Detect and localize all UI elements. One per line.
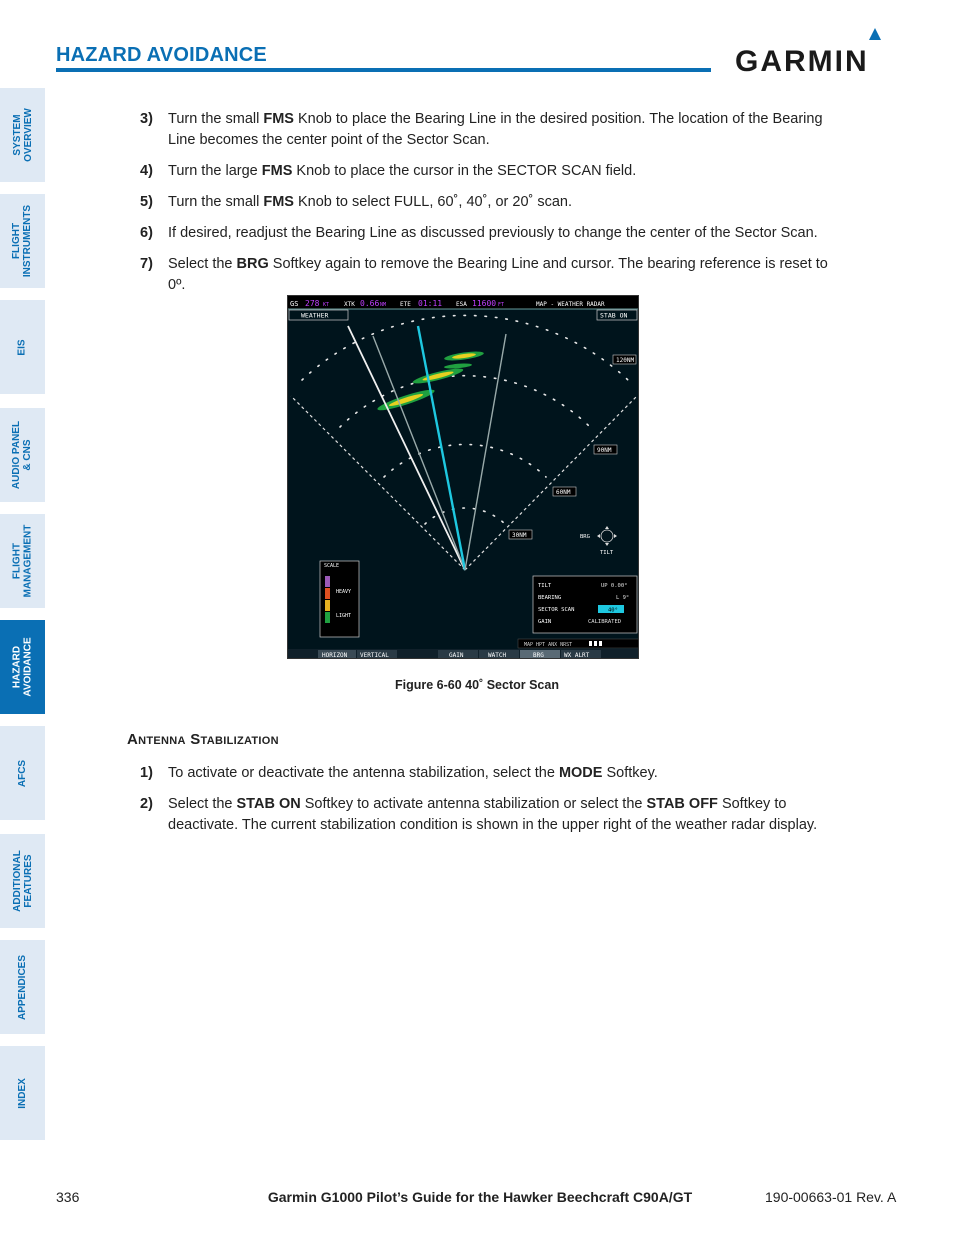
control-name: FMS [263,111,294,127]
tab-label: APPENDICES [17,954,29,1020]
esa-label: ESA [456,301,467,308]
scale-title: SCALE [324,563,340,569]
scale-heavy: HEAVY [336,589,352,595]
tab-label: FLIGHT INSTRUMENTS [11,204,34,278]
ete-value: 01:11 [418,299,443,308]
info-value: UP 0.00° [601,583,628,589]
step-number: 7) [140,256,153,272]
procedure-steps-bottom [140,763,845,846]
tab-additional-features[interactable] [0,834,45,928]
document-number: 190-00663-01 Rev. A [765,1189,897,1205]
mode-label: WEATHER [301,311,329,320]
gs-unit: KT [323,302,330,308]
tab-label: HAZARD AVOIDANCE [11,637,34,697]
procedure-steps-top [140,109,845,306]
step-text: Turn the small [168,111,264,127]
tab-label: AUDIO PANEL & CNS [11,420,34,490]
step-number: 2) [140,796,153,812]
figure-caption: Figure 6-60 40˚ Sector Scan [395,678,559,692]
scale-swatch [325,576,330,587]
tab-flight-instruments[interactable] [0,194,45,288]
title-rule [56,68,711,72]
ete-label: ETE [400,301,411,308]
step-text: Select the [168,256,237,272]
step-text: Turn the large [168,163,262,179]
gs-label: GS [290,300,299,308]
range-label: 120NM [616,357,635,364]
step-text: Softkey to activate antenna stabilization or select the [300,796,647,812]
xtk-label: XTK [344,301,355,308]
control-name: FMS [263,194,294,210]
tab-eis[interactable] [0,300,45,394]
range-label: 30NM [512,532,527,539]
procedure-step [140,254,845,296]
sector-scan-value: 40° [608,607,618,614]
scale-swatch [325,600,330,611]
control-name: STAB OFF [646,796,718,812]
tab-afcs[interactable] [0,726,45,820]
tab-flight-management[interactable] [0,514,45,608]
info-label: GAIN [538,619,552,625]
info-label: TILT [538,583,552,589]
procedure-step [140,109,845,151]
scale-swatch [325,612,330,623]
step-number: 5) [140,194,153,210]
tab-appendices[interactable] [0,940,45,1034]
tab-label: EIS [17,338,28,356]
step-text: Softkey again to remove the Bearing Line and cursor. The bearing reference is reset to 0º. [168,256,828,293]
page-name: MAP - WEATHER RADAR [536,301,605,308]
softkey-label: GAIN [449,652,464,659]
step-number: 4) [140,163,153,179]
xtk-unit: NM [380,302,387,308]
step-number: 6) [140,225,153,241]
info-value: L 9° [616,595,630,601]
control-name: BRG [236,256,269,272]
step-text: If desired, readjust the Bearing Line as discussed previously to change the center of the Sector Scan. [168,225,818,241]
step-text: Knob to place the Bearing Line in the desired position. The location of the Bearing Line becomes the center point of the Sector Scan. [168,111,823,148]
subheading-antenna-stabilization: Antenna Stabilization [127,731,279,748]
garmin-logo [735,26,900,76]
stab-label: STAB ON [600,311,628,320]
footer-title: Garmin G1000 Pilot’s Guide for the Hawker Beechcraft C90A/GT [267,1189,693,1205]
softkey-label: BRG [533,652,544,659]
tab-label: AFCS [16,759,28,787]
softkey-label: HORIZON [322,652,348,659]
step-text: To activate or deactivate the antenna stabilization, select the [168,765,559,781]
tab-audio-panel-cns[interactable] [0,408,45,502]
step-number: 1) [140,765,153,781]
status-line: MAP HPT ANX NRST [524,642,573,648]
procedure-step [140,794,845,836]
tab-system-overview[interactable] [0,88,45,182]
tab-label: SYSTEM OVERVIEW [11,108,34,162]
control-name: FMS [261,163,293,179]
xtk-value: 0.66 [360,299,380,308]
step-text: Knob to select FULL, 60˚, 40˚, or 20˚ scan. [293,194,573,210]
softkey-label: WATCH [488,652,507,659]
step-text: Select the [168,796,237,812]
procedure-step [140,763,845,784]
softkey-label: WX ALRT [564,652,590,659]
tab-hazard-avoidance[interactable] [0,620,45,714]
tab-label: ADDITIONAL FEATURES [11,850,34,912]
brg-label: BRG [580,534,590,540]
info-label: SECTOR SCAN [538,607,575,613]
procedure-step [140,192,845,213]
info-label: BEARING [538,595,562,601]
step-text: Knob to place the cursor in the SECTOR SCAN field. [292,163,637,179]
info-value: CALIBRATED [588,619,622,625]
step-number: 3) [140,111,153,127]
scale-light: LIGHT [336,613,352,619]
tab-index[interactable] [0,1046,45,1140]
step-text: Softkey. [602,765,658,781]
softkey-label: VERTICAL [360,652,389,659]
gs-value: 278 [305,299,320,308]
logo-text: GARMIN [735,45,869,76]
esa-value: 11600 [472,299,497,308]
range-label: 60NM [556,489,571,496]
range-label: 90NM [597,447,612,454]
tab-label: FLIGHT MANAGEMENT [11,524,34,598]
procedure-step [140,223,845,244]
weather-radar-figure [287,295,639,659]
tab-label: INDEX [17,1077,28,1109]
step-text: Softkey to deactivate. The current stabilization condition is shown in the upper right of the weather radar display. [168,796,818,833]
control-name: STAB ON [236,796,301,812]
step-text: Turn the small [168,194,264,210]
page-number: 336 [56,1189,80,1205]
esa-unit: FT [498,302,505,308]
section-title: HAZARD AVOIDANCE [56,44,267,66]
control-name: MODE [558,765,603,781]
tilt-label: TILT [600,550,614,556]
procedure-step [140,161,845,182]
scale-swatch [325,588,330,599]
